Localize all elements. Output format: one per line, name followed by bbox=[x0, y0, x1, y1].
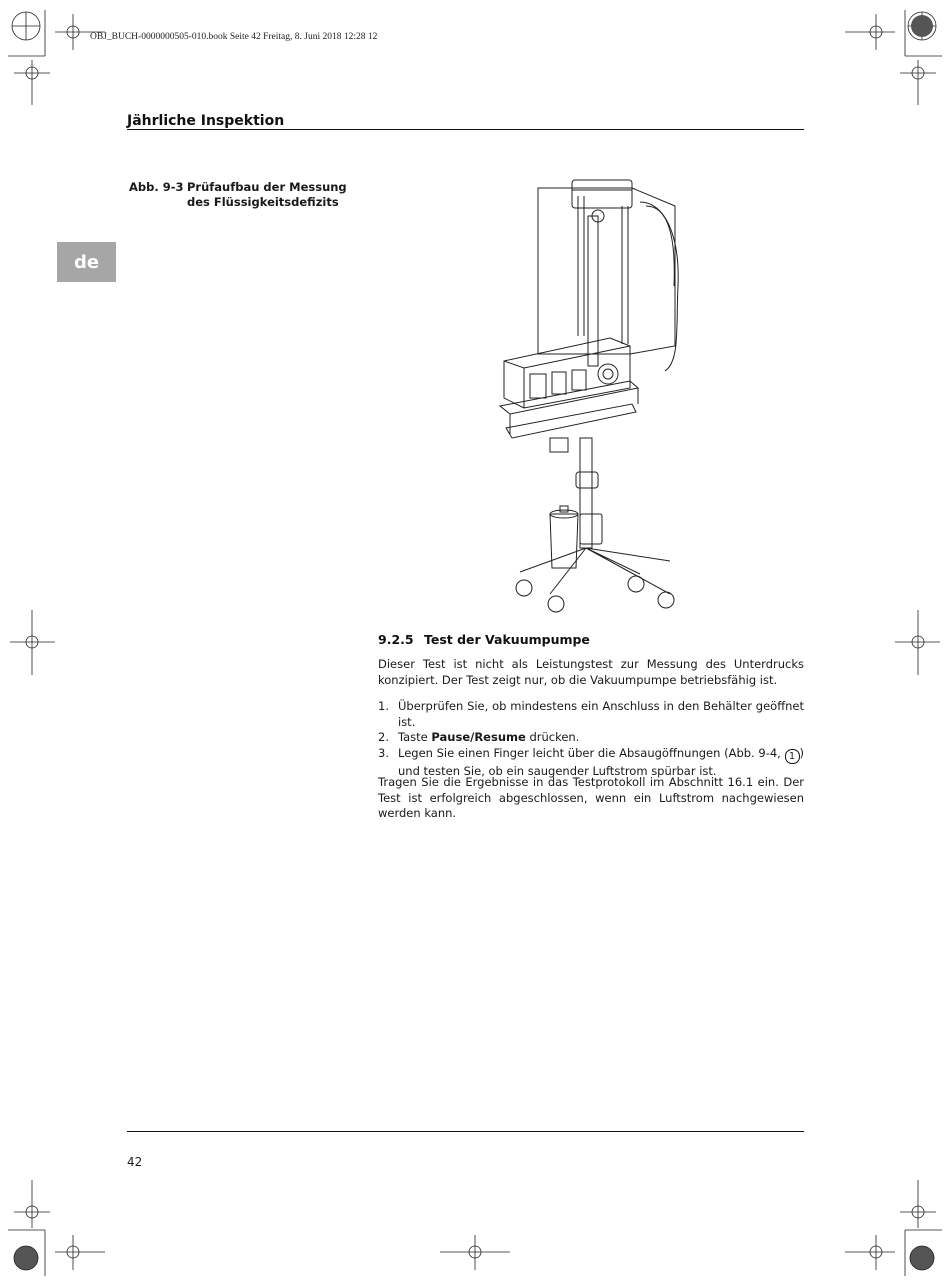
print-slug: OBJ_BUCH-0000000505-010.book Seite 42 Freitag, 8. Juni 2018 12:28 12 bbox=[90, 32, 378, 42]
step-list bbox=[378, 699, 804, 779]
section-number: 9.2.5 bbox=[378, 632, 414, 647]
list-item: 3. Legen Sie einen Finger leicht über die Absaugöffnungen (Abb. 9-4, 1 ) und testen Sie, ob ein saugender Luftstrom spürbar ist. bbox=[378, 745, 804, 778]
list-item: 2. Taste Pause/Resume drücken. bbox=[378, 730, 580, 744]
intro-paragraph: Dieser Test ist nicht als Leistungstest zur Messung des Unterdrucks konzipiert. Der Test zeigt nur, ob die Vakuumpumpe betriebsfähig ist. bbox=[378, 657, 804, 687]
section-heading bbox=[378, 632, 590, 647]
header-rule bbox=[127, 129, 804, 130]
figure-number: Abb. 9-3 bbox=[129, 180, 184, 194]
footer-rule bbox=[127, 1131, 804, 1132]
section-title: Test der Vakuumpumpe bbox=[424, 632, 590, 647]
page-number: 42 bbox=[127, 1155, 143, 1169]
device-cart-illustration bbox=[480, 176, 700, 616]
figure-caption-text: Prüfaufbau der Messung des Flüssigkeitsdefizits bbox=[187, 180, 347, 209]
callout-number: 1 bbox=[785, 749, 800, 764]
pause-resume-key: Pause/Resume bbox=[431, 730, 526, 744]
closing-paragraph: Tragen Sie die Ergebnisse in das Testprotokoll im Abschnitt 16.1 ein. Der Test ist erfolgreich abgeschlossen, wenn ein Luftstrom nachgewiesen werden kann. bbox=[378, 775, 804, 820]
running-head: Jährliche Inspektion bbox=[127, 113, 285, 129]
language-tab: de bbox=[57, 242, 116, 282]
list-item: 1. Überprüfen Sie, ob mindestens ein Anschluss in den Behälter geöffnet ist. bbox=[378, 699, 804, 729]
